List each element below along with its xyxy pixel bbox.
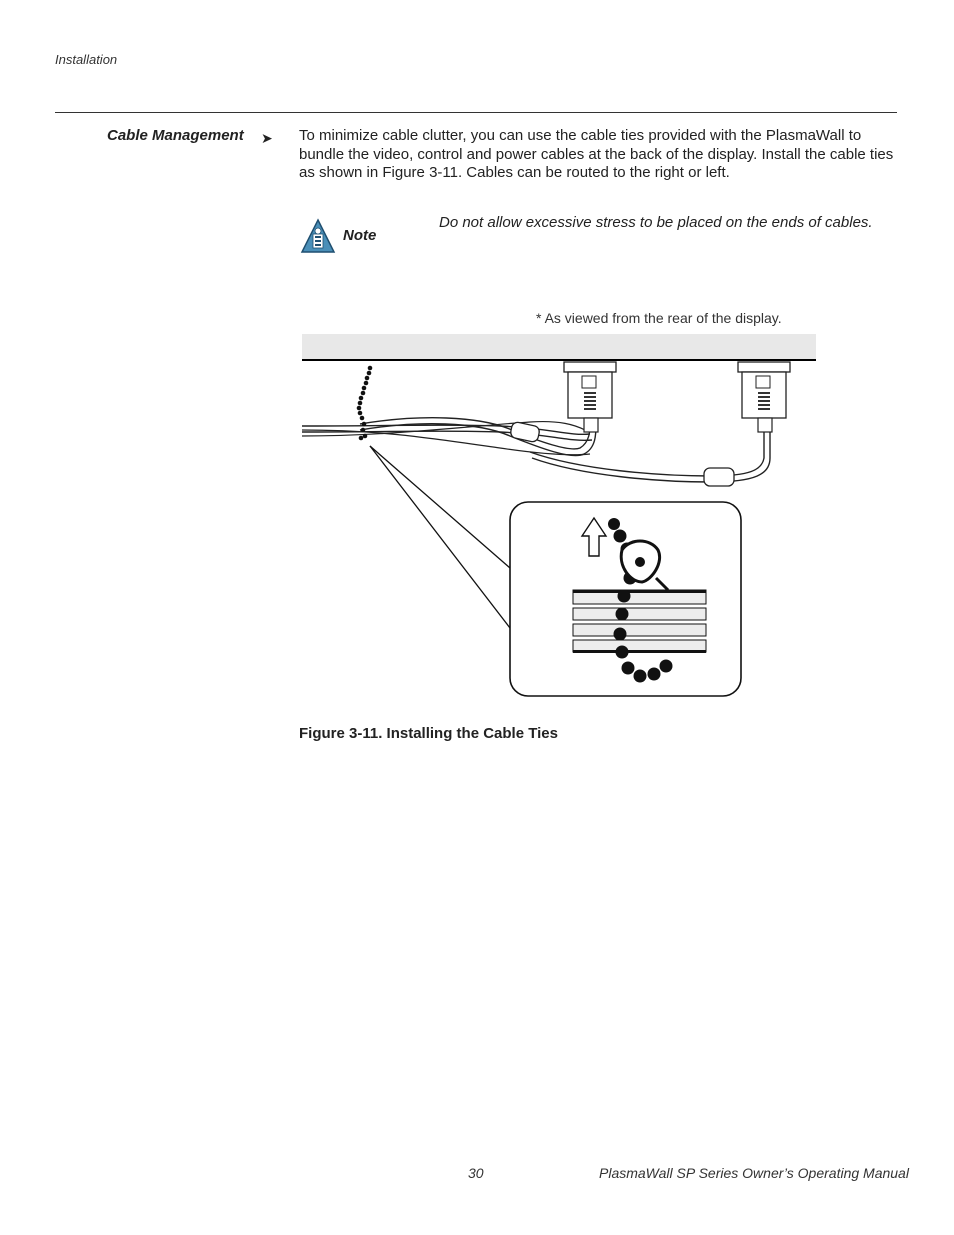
connector-1 [564, 362, 616, 432]
section-heading: Cable Management [107, 127, 244, 144]
header-rule [55, 112, 897, 113]
cable-to-connector-1 [360, 418, 596, 456]
display-edge [302, 334, 816, 360]
arrow-marker-icon: ➤ [261, 130, 273, 146]
page-number: 30 [468, 1165, 484, 1181]
note-icon [300, 218, 336, 254]
manual-title: PlasmaWall SP Series Owner’s Operating Manual [599, 1165, 909, 1181]
connector-2 [738, 362, 790, 432]
note-label: Note [343, 227, 377, 244]
running-header: Installation [55, 52, 118, 67]
figure-title: Figure 3-11. Installing the Cable Ties [299, 725, 558, 742]
section-body: To minimize cable clutter, you can use the cable ties provided with the PlasmaWall to bundle the video, control and power cables at the back of the display. Install the cable ties as shown in Figure 3-11. Cables can be routed to the right or left. [299, 127, 894, 181]
figure-view-note: * As viewed from the rear of the display. [536, 310, 782, 326]
note-text: Do not allow excessive stress to be placed on the ends of cables. [439, 214, 873, 231]
cable-tie-illustration [300, 330, 820, 702]
